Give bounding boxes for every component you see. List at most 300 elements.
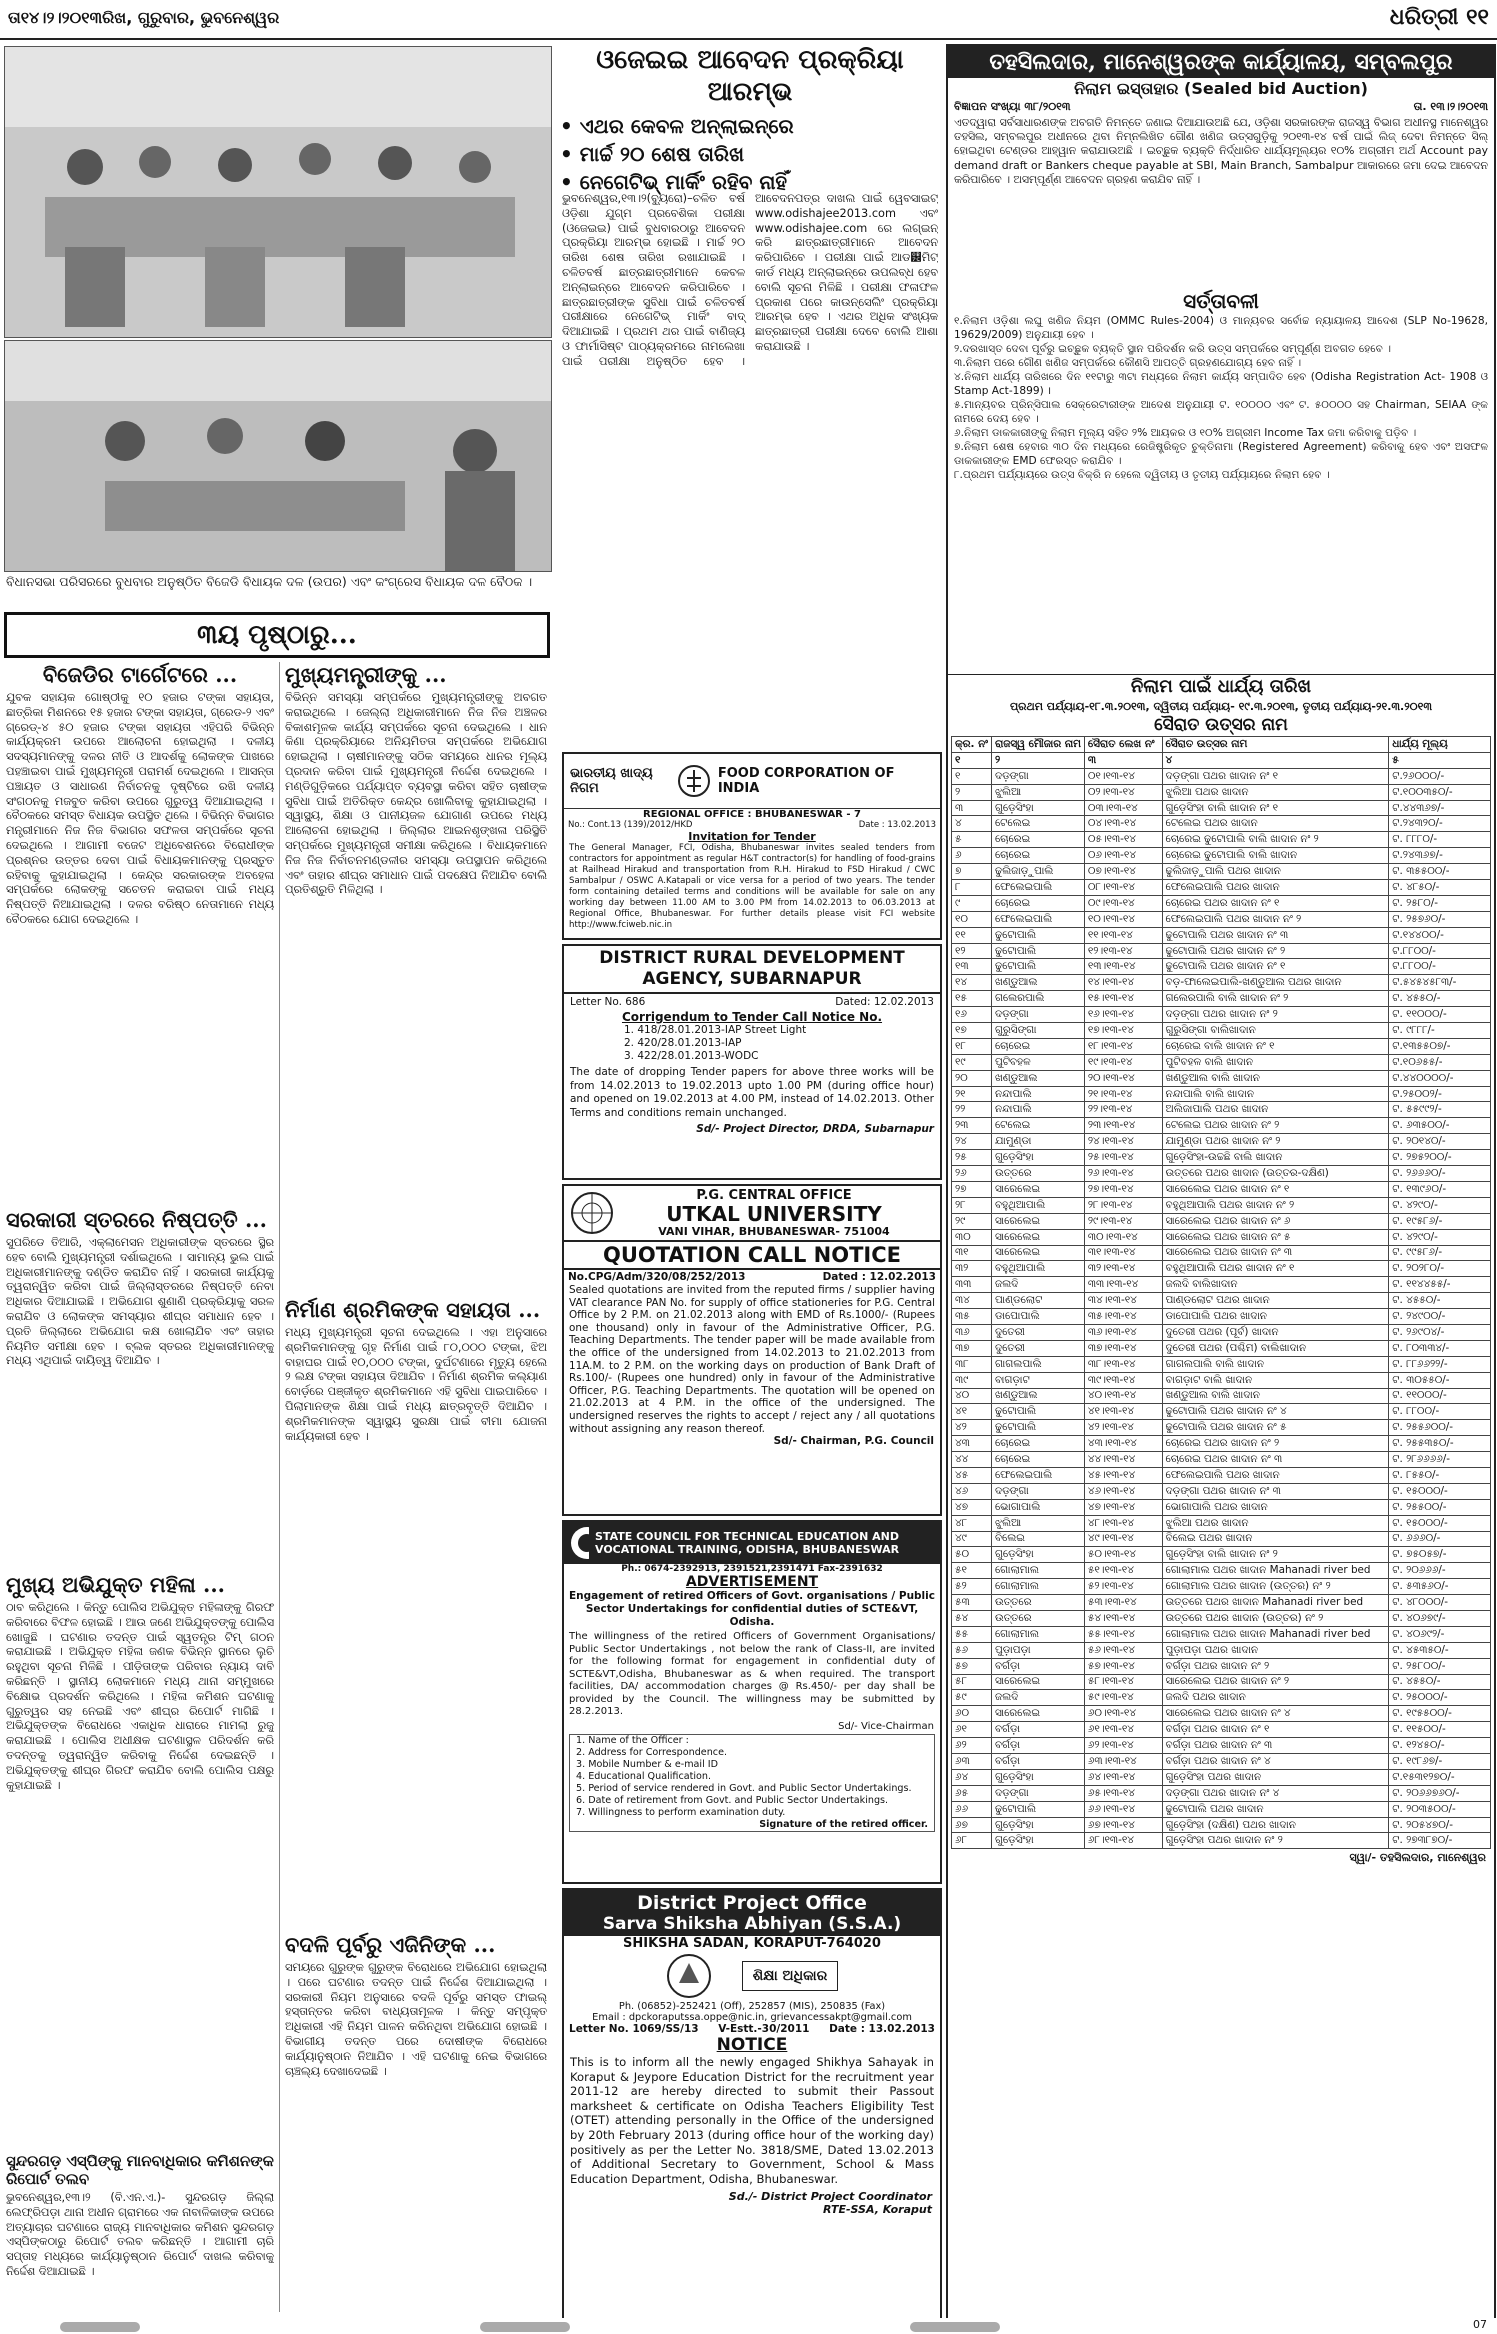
table-row	[952, 959, 1491, 975]
table-cell: ୬୫।୧୩-୧୪	[1084, 1785, 1162, 1801]
table-cell: ଟ. ୨୫୦୦୦/-	[1389, 1690, 1491, 1706]
table-cell: ଟେଲେଇ ପଥର ଖାଦାନ ନଂ ୨	[1162, 1118, 1389, 1134]
sctevt-title: ADVERTISEMENT	[685, 1574, 819, 1590]
table-cell: ଫେଲେଇପାଲି	[991, 1467, 1084, 1483]
table-cell: ଟ. ୪୦୬୯୨/-	[1389, 1626, 1491, 1642]
table-cell: ୩୫।୧୩-୧୪	[1084, 1309, 1162, 1325]
table-row	[952, 1833, 1491, 1849]
table-row	[952, 1420, 1491, 1436]
utkal-l1: P.G. CENTRAL OFFICE	[696, 1188, 852, 1203]
table-cell: ୨୫।୧୩-୧୪	[1084, 1150, 1162, 1166]
table-row	[952, 1738, 1491, 1754]
ssa-letter: Letter No. 1069/SS/13	[569, 2023, 699, 2035]
table-row	[952, 768, 1491, 784]
table-cell: ଗୁରୁସିଙ୍ଗା ବାଲିଖାଦାନ	[1162, 1023, 1389, 1039]
table-cell: ୫୩	[952, 1595, 992, 1611]
table-cell: ବିଲେଇ ପଥର ଖାଦାନ	[1162, 1531, 1389, 1547]
table-cell: ଢୁଟୋପାଲି	[991, 927, 1084, 943]
table-row	[952, 1642, 1491, 1658]
table-row	[952, 1054, 1491, 1070]
fci-ref: No.: Cont.13 (139)/2012/HKD	[568, 820, 693, 830]
drda-title: DISTRICT RURAL DEVELOPMENT AGENCY, SUBARNAPUR	[564, 946, 940, 994]
table-cell: ଟ. ୨୦୬୬୬/-	[1389, 1563, 1491, 1579]
table-cell: ଢୁଟୋପାଲି ପଥର ଖାଦାନ	[1162, 1801, 1389, 1817]
table-cell: ୦୮।୧୩-୧୪	[1084, 880, 1162, 896]
ssa-vest: V-Estt.-30/2011	[718, 2023, 810, 2035]
table-cell: ୨୭	[952, 1181, 992, 1197]
table-row	[952, 1690, 1491, 1706]
table-cell: ୩୫	[952, 1309, 992, 1325]
table-cell: ଚୋରେଇ ପଥର ଖାଦାନ ନଂ ୧	[1162, 895, 1389, 911]
table-cell: ଟ. ୧୧୦୦୦/-	[1389, 1007, 1491, 1023]
table-cell: ଡାପୋପାଲି	[991, 1309, 1084, 1325]
table-cell: ଟ. ୨୪୯୦୦/-	[1389, 1309, 1491, 1325]
table-cell: ଚୋରେଇ ପଥର ଖାଦାନ ନଂ ୩	[1162, 1452, 1389, 1468]
footer-bar	[60, 2322, 140, 2332]
table-row	[952, 848, 1491, 864]
table-cell: ଟ. ୨୭୩୮୭୦/-	[1389, 1833, 1491, 1849]
table-cell: ଟ. ୧୩୯୬୦/-	[1389, 1181, 1491, 1197]
table-cell: ଖଣ୍ଡୁଆଲ	[991, 975, 1084, 991]
ojee-bullets	[560, 112, 940, 196]
table-cell: ଗୁଡ଼େସିଂହା ପଥର ଖାଦାନ ନଂ ୨	[1162, 1833, 1389, 1849]
table-cell: ୪୮	[952, 1515, 992, 1531]
col-header: ସୈରାତ ଲେଖ ନଂ	[1084, 737, 1162, 753]
table-cell: ବଡ଼-ଫାଲେଇପାଲି-ଖଣ୍ଡୁଆଲ ପଥର ଖାଦାନ	[1162, 975, 1389, 991]
sctevt-sub: Engagement of retired Officers of Govt. organisations / Public Sector Undertakings for confidential duties of SCTE&VT, Odisha.	[569, 1590, 935, 1628]
table-cell: ୦୨।୧୩-୧୪	[1084, 784, 1162, 800]
table-cell: ୪୨।୧୩-୧୪	[1084, 1420, 1162, 1436]
page-header	[0, 0, 1497, 40]
table-cell: ୪୨	[952, 1420, 992, 1436]
table-cell: ପାଣ୍ଡଲୋଟ ପଥର ଖାଦାନ	[1162, 1293, 1389, 1309]
table-cell: ଟ. ୪୨୯୦/-	[1389, 1197, 1491, 1213]
table-cell: ଦଡ଼ଙ୍ଗା ପଥର ଖାଦାନ ନଂ ୧	[1162, 768, 1389, 784]
table-cell: ୩୮	[952, 1356, 992, 1372]
table-cell: ୧୦	[952, 911, 992, 927]
table-row	[952, 1769, 1491, 1785]
table-cell: ୫	[952, 832, 992, 848]
utkal-title: QUOTATION CALL NOTICE	[564, 1240, 940, 1270]
table-cell: ଟେଲେଇ	[991, 816, 1084, 832]
table-cell: ଟ. ୪୮୦୦୦/-	[1389, 1595, 1491, 1611]
col-header: ଧାର୍ଯ୍ୟ ମୂଲ୍ୟ	[1389, 737, 1491, 753]
table-cell: ବର୍ଗଡ଼ା	[991, 1722, 1084, 1738]
table-cell: ବର୍ଗଡ଼ା	[991, 1754, 1084, 1770]
auction-table	[951, 736, 1491, 1849]
table-cell: ୧୬।୧୩-୧୪	[1084, 1007, 1162, 1023]
table-cell: ଦୁତେରୀ ପଥର (ପଶ୍ଚିମ) ବାଲିଖାଦାନ	[1162, 1340, 1389, 1356]
table-cell: ଉତ୍ତରେ ପଥର ଖାଦାନ (ଉତ୍ତର) ନଂ ୨	[1162, 1610, 1389, 1626]
table-cell: ଟେଲେଇ	[991, 1118, 1084, 1134]
table-row	[952, 1595, 1491, 1611]
table-cell: ଭୋଗାପାଲି ପଥର ଖାଦାନ	[1162, 1499, 1389, 1515]
table-cell: ୨୦।୧୩-୧୪	[1084, 1070, 1162, 1086]
table-cell: ଟ. ୪୫୩୫୦/-	[1389, 1642, 1491, 1658]
table-row	[952, 1007, 1491, 1023]
col-number: ୧	[952, 752, 992, 768]
drda-date: Dated: 12.02.2013	[835, 996, 934, 1008]
article-title: ମୁଖ୍ୟ ଅଭିଯୁକ୍ତ ମହିଳା ...	[6, 1572, 225, 1597]
table-cell: ୪୬	[952, 1483, 992, 1499]
table-row	[952, 1452, 1491, 1468]
table-cell: ଉତ୍ତରେ ପଥର ଖାଦାନ (ଉତ୍ତର-ଦକ୍ଷିଣ)	[1162, 1166, 1389, 1182]
table-cell: ଟ. ୨୫୮୦୦/-	[1389, 1658, 1491, 1674]
page-footer	[0, 2318, 1497, 2334]
table-cell: ୧୩	[952, 959, 992, 975]
ojee-body: ଭୁବନେଶ୍ୱର,୧୩।୨(ବ୍ୟୁରୋ)–ଚଳିତ ବର୍ଷ ଓଡ଼ିଶା ଯୁଗ୍ମ ପ୍ରବେଶିକା ପରୀକ୍ଷା (ଓଜେଇଇ) ପାଇଁ ବୁଧବାରଠାରୁ ଆବେଦନ ପ୍ରକ୍ରିୟା ଆରମ୍ଭ ହୋଇଛି । ମାର୍ଚ୍ଚ ୨୦ ତାରିଖ ଶେଷ ତାରିଖ ରଖାଯାଇଛି । ଚଳିତବର୍ଷ ଛାତ୍ରଛାତ୍ରୀମାନେ କେବଳ ଅନ୍‌ଲାଇନ୍‌ରେ ଆବେଦନ କରିପାରିବେ । ଛାତ୍ରଛାତ୍ରୀଙ୍କ ସୁବିଧା ପାଇଁ ଚଳିତବର୍ଷ ପରୀକ୍ଷାରେ ନେଗେଟିଭ୍ ମାର୍କିଂ ବାଦ୍ ଦିଆଯାଇଛି । ପ୍ରଥମ ଥର ପାଇଁ ବାଣିଜ୍ୟ ଓ ଫାର୍ମାସିଷ୍ଟ ପାଠ୍ୟକ୍ରମରେ ନାମଲେଖା ପାଇଁ ପରୀକ୍ଷା ଅନୁଷ୍ଠିତ ହେବ । ଆବେଦନପତ୍ର ଦାଖଲ ପାଇଁ ୱେବସାଇଟ୍ www.odishajee2013.com ଏବଂ www.odishajee.com ରେ ଲଗ୍ଇନ୍ କରି ଛାତ୍ରଛାତ୍ରୀମାନେ ଆବେଦନ କରିପାରିବେ । ପରୀକ୍ଷା ପାଇଁ ଆଡ୼ମିଟ୍ କାର୍ଡ ମଧ୍ୟ ଅନ୍‌ଲାଇନ୍‌ରେ ଉପଲବ୍ଧ ହେବ ବୋଲି ସୂଚନା ମିଳିଛି । ପରୀକ୍ଷା ଫଳାଫଳ ପ୍ରକାଶ ପରେ କାଉନ୍‌ସେଲିଂ ପ୍ରକ୍ରିୟା ଆରମ୍ଭ ହେବ । ଏଥର ଅଧିକ ସଂଖ୍ୟକ ଛାତ୍ରଛାତ୍ରୀ ପରୀକ୍ଷା ଦେବେ ବୋଲି ଆଶା କରାଯାଉଛି ।	[562, 192, 938, 368]
table-cell: ଡାପୋପାଲି ପଥର ଖାଦାନ	[1162, 1309, 1389, 1325]
table-cell: ଗୁଡ଼େସିଂହା-ଉଚ୍ଚଛି ବାଲି ଖାଦାନ	[1162, 1150, 1389, 1166]
table-cell: ଗୁଡ଼େସିଂହା	[991, 1833, 1084, 1849]
table-cell: ପାଣ୍ଡଲୋଟ	[991, 1293, 1084, 1309]
table-cell: ୩୯।୧୩-୧୪	[1084, 1372, 1162, 1388]
article-body: ଠାବ କରିଥିଲେ । କିନ୍ତୁ ପୋଲିସ ଅଭିଯୁକ୍ତ ମହିଳାଙ୍କୁ ଗିରଫ କରିବାରେ ବିଫଳ ହୋଇଛି । ଆଉ ଜଣେ ଅଭିଯୁକ୍ତଙ୍କୁ ପୋଲିସ ଖୋଜୁଛି । ଘଟଣାର ତଦନ୍ତ ପାଇଁ ସ୍ୱତନ୍ତ୍ର ଟିମ୍ ଗଠନ କରାଯାଇଛି । ଅଭିଯୁକ୍ତ ମହିଳା ଜଣକ ବିଭିନ୍ନ ସ୍ଥାନରେ ଲୁଚି ରହୁଥିବା ସୂଚନା ମିଳିଛି । ପୀଡ଼ିତାଙ୍କ ପରିବାର ନ୍ୟାୟ ଦାବି କରିଛନ୍ତି । ସ୍ଥାନୀୟ ଲୋକମାନେ ମଧ୍ୟ ଥାନା ସମ୍ମୁଖରେ ବିକ୍ଷୋଭ ପ୍ରଦର୍ଶନ କରିଥିଲେ । ମହିଳା କମିଶନ ଘଟଣାକୁ ଗୁରୁତ୍ୱର ସହ ନେଇଛି ଏବଂ ଶୀଘ୍ର ରିପୋର୍ଟ ମାଗିଛି । ଅଭିଯୁକ୍ତଙ୍କ ବିରୋଧରେ ଏକାଧିକ ଧାରାରେ ମାମଲା ରୁଜୁ କରାଯାଇଛି । ପୋଲିସ ଅଧୀକ୍ଷକ ଘଟଣାସ୍ଥଳ ପରିଦର୍ଶନ କରି ତଦନ୍ତକୁ ତ୍ୱରାନ୍ୱିତ କରିବାକୁ ନିର୍ଦ୍ଦେଶ ଦେଇଛନ୍ତି । ଅଭିଯୁକ୍ତଙ୍କୁ ଶୀଘ୍ର ଗିରଫ କରାଯିବ ବୋଲି ପୋଲିସ ପକ୍ଷରୁ କୁହାଯାଇଛି ।	[6, 1601, 274, 1792]
table-cell: ଟ. ୧୧୫୦୦/-	[1389, 1722, 1491, 1738]
table-cell: ଗୋଲାମାଲ	[991, 1579, 1084, 1595]
table-cell: ଟ.୧୪୪୦୦/-	[1389, 927, 1491, 943]
table-cell: ୬୮	[952, 1833, 992, 1849]
table-row	[952, 895, 1491, 911]
article-title: ମୁଖ୍ୟମନ୍ତ୍ରୀଙ୍କୁ ...	[285, 662, 447, 687]
table-cell: ଗୁଡ଼େସିଂହା ପଥର ଖାଦାନ	[1162, 1769, 1389, 1785]
form-footer: Signature of the retired officer.	[759, 1818, 928, 1830]
table-cell: ୫୭	[952, 1658, 992, 1674]
sctevt-signature: Sd/- Vice-Chairman	[838, 1720, 934, 1732]
table-cell: ଝୁଲିଆ ପଥର ଖାଦାନ	[1162, 1515, 1389, 1531]
table-cell: ଢୁଟୋପାଲି ପଥର ଖାଦାନ ନଂ ୫	[1162, 1420, 1389, 1436]
table-cell: ଚୋରେଇ	[991, 895, 1084, 911]
table-row	[952, 1197, 1491, 1213]
table-cell: ୪୫।୧୩-୧୪	[1084, 1467, 1162, 1483]
table-cell: ୨୦	[952, 1070, 992, 1086]
ssa-l3: SHIKSHA SADAN, KORAPUT-764020	[623, 1936, 881, 1951]
table-cell: ୪୫	[952, 1467, 992, 1483]
fci-tender-ad	[562, 752, 942, 940]
table-cell: ୨୫	[952, 1150, 992, 1166]
table-cell: ଦଡ଼ଙ୍ଗା	[991, 1483, 1084, 1499]
table-cell: ଟ. ୪୫୫୦/-	[1389, 1674, 1491, 1690]
table-cell: ୫୧	[952, 1563, 992, 1579]
table-cell: ଝୁଲିଆ	[991, 784, 1084, 800]
continued-from-page3: ୩ୟ ପୃଷ୍ଠାରୁ...	[4, 612, 550, 658]
utkal-logo-icon	[570, 1191, 614, 1235]
table-cell: ୬୦।୧୩-୧୪	[1084, 1706, 1162, 1722]
table-cell: ୩୨।୧୩-୧୪	[1084, 1261, 1162, 1277]
terms-title: ସର୍ତ୍ତାବଳୀ	[1183, 289, 1259, 313]
page-number: 07	[1473, 2318, 1487, 2331]
table-cell: ଟ. ୮୫୫୦/-	[1389, 1467, 1491, 1483]
table-title: ସୈରାତ ଉତ୍ସର ନାମ	[1154, 715, 1288, 735]
table-cell: ୫୮।୧୩-୧୪	[1084, 1674, 1162, 1690]
footer-bar	[480, 2322, 570, 2332]
table-cell: ଖଣ୍ଡୁଆଲ ବାଲି ଖାଦାନ	[1162, 1388, 1389, 1404]
table-cell: ଫେଲେଇପାଲି	[991, 880, 1084, 896]
tahasildar-auction-notice	[946, 44, 1496, 2320]
table-cell: ଗୁଡ଼େସିଂହା ବାଲି ଖାଦାନ ନଂ ୨	[1162, 1547, 1389, 1563]
table-cell: ଢୁଟୋପାଲି	[991, 943, 1084, 959]
table-row	[952, 1309, 1491, 1325]
article-body: ବିଭିନ୍ନ ସମସ୍ୟା ସମ୍ପର୍କରେ ମୁଖ୍ୟମନ୍ତ୍ରୀଙ୍କୁ ଅବଗତ କରାଇଥିଲେ । ଜେଲ୍ଲା ଅଧିକାରୀମାନେ ନିଜ ନିଜ ଅଞ୍ଚଳର ବିକାଶମୂଳକ କାର୍ଯ୍ୟ ସମ୍ପର୍କରେ ସୂଚନା ଦେଇଥିଲେ । ଧାନ କିଣା ପ୍ରକ୍ରିୟାରେ ଅନିୟମିତତା ସମ୍ପର୍କରେ ଅଭିଯୋଗ ହୋଇଥିଲା । ଚାଷୀମାନଙ୍କୁ ସଠିକ ସମୟରେ ଧାନର ମୂଲ୍ୟ ପ୍ରଦାନ କରିବା ପାଇଁ ମୁଖ୍ୟମନ୍ତ୍ରୀ ନିର୍ଦ୍ଦେଶ ଦେଇଥିଲେ । ମଣ୍ଡିଗୁଡ଼ିକରେ ପର୍ଯ୍ୟାପ୍ତ ବ୍ୟବସ୍ଥା କରିବା ସହିତ ଚାଷୀଙ୍କ ସୁବିଧା ପାଇଁ ଅତିରିକ୍ତ କେନ୍ଦ୍ର ଖୋଲିବାକୁ କୁହାଯାଇଥିଲା । ସ୍ୱାସ୍ଥ୍ୟ, ଶିକ୍ଷା ଓ ପାନୀୟଜଳ ଯୋଗାଣ ଉପରେ ମଧ୍ୟ ଆଲୋଚନା ହୋଇଥିଲା । ଜିଲ୍ଲାର ଆଇନଶୃଙ୍ଖଳା ପରିସ୍ଥିତି ସମ୍ପର୍କରେ ମୁଖ୍ୟମନ୍ତ୍ରୀ ସମୀକ୍ଷା କରିଥିଲେ । ବିଧାୟକମାନେ ନିଜ ନିଜ ନିର୍ବାଚନମଣ୍ଡଳୀର ସମସ୍ୟା ଉପସ୍ଥାପନ କରିଥିଲେ ଏବଂ ତାହାର ଶୀଘ୍ର ସମାଧାନ ପାଇଁ ପଦକ୍ଷେପ ନିଆଯିବ ବୋଲି ପ୍ରତିଶ୍ରୁତି ମିଳିଥିଲା ।	[285, 691, 547, 897]
table-cell: ବହୁଥିଆପାଲି	[991, 1261, 1084, 1277]
middle-column	[285, 662, 547, 2312]
table-row	[952, 1150, 1491, 1166]
term-item: ୮.ପ୍ରଥମ ପର୍ଯ୍ୟାୟରେ ଉତ୍ସ ବିକ୍ରି ନ ହେଲେ ଦ୍ୱିତୀୟ ଓ ତୃତୀୟ ପର୍ଯ୍ୟାୟରେ ନିଲାମ ହେବ ।	[954, 469, 1330, 481]
table-cell: ଚୋରେଇ	[991, 848, 1084, 864]
table-cell: ୪୩।୧୩-୧୪	[1084, 1436, 1162, 1452]
table-row	[952, 1499, 1491, 1515]
table-cell: ୨୬	[952, 1166, 992, 1182]
table-cell: ୩	[952, 800, 992, 816]
table-cell: ଢୁଟୋପାଲି	[991, 1404, 1084, 1420]
table-row	[952, 1436, 1491, 1452]
table-cell: ଖଣ୍ଡୁଆଲ	[991, 1070, 1084, 1086]
table-cell: ନନ୍ଦାପାଲି	[991, 1102, 1084, 1118]
table-cell: ବର୍ଗଡ଼ା ପଥର ଖାଦାନ ନଂ ୧	[1162, 1722, 1389, 1738]
dates-title: ନିଲାମ ପାଇଁ ଧାର୍ଯ୍ୟ ତାରିଖ	[948, 674, 1494, 699]
table-cell: ୩୨	[952, 1261, 992, 1277]
table-row	[952, 1531, 1491, 1547]
table-cell: ଟ.୨୬୦୦୦/-	[1389, 768, 1491, 784]
tahasildar-intro: ଏତଦ୍ୱାରା ସର୍ବସାଧାରଣଙ୍କ ଅବଗତି ନିମନ୍ତେ ଜଣାଇ ଦିଆଯାଉଅଛି ଯେ, ଓଡ଼ିଶା ସରକାରଙ୍କ ରାଜସ୍ୱ ବିଭାଗ ଅଧୀନସ୍ଥ ମାନେଶ୍ୱର ତହସିଲ, ସମ୍ବଲପୁର ଅଧୀନରେ ଥିବା ନିମ୍ନଲିଖିତ ଗୌଣ ଖଣିଜ ଉତ୍ସଗୁଡ଼ିକୁ ୨୦୧୩-୧୪ ବର୍ଷ ପାଇଁ ଲିଜ୍ ଦେବା ନିମନ୍ତେ ସିଲ୍ ହୋଇଥିବା ଟେଣ୍ଡର ଆହ୍ୱାନ କରାଯାଉଅଛି । ଇଚ୍ଛୁକ ବ୍ୟକ୍ତି ନିର୍ଦ୍ଧାରିତ ଧାର୍ଯ୍ୟମୂଲ୍ୟର ୧୦% ଅଗ୍ରୀମ ଅର୍ଥ Account pay demand draft or Bankers cheque payable at SBI, Main Branch, Sambalpur ଆକାରରେ ଜମା ଦେଇ ଆବେଦନ କରିପାରିବେ । ଅସମ୍ପୂର୍ଣ୍ଣ ଆବେଦନ ଗ୍ରହଣ କରାଯିବ ନାହିଁ ।	[954, 116, 1488, 186]
table-cell: ୬୧	[952, 1722, 992, 1738]
table-cell: ୨୬।୧୩-୧୪	[1084, 1166, 1162, 1182]
table-cell: ନନ୍ଦାପାଲି	[991, 1086, 1084, 1102]
table-cell: ଟ. ୫୩୫୬୦/-	[1389, 1579, 1491, 1595]
table-cell: ୫୨	[952, 1579, 992, 1595]
table-cell: ୩୭	[952, 1340, 992, 1356]
table-cell: ୬୪	[952, 1769, 992, 1785]
table-cell: ପୁଟିବହଳ	[991, 1054, 1084, 1070]
table-cell: ୨	[952, 784, 992, 800]
table-cell: ଟ. ୮୮୬୬୨୨/-	[1389, 1356, 1491, 1372]
table-cell: ଗୋଲାମାଲ ପଥର ଖାଦାନ (ଉତ୍ତର) ନଂ ୨	[1162, 1579, 1389, 1595]
table-row	[952, 1754, 1491, 1770]
ssa-title: NOTICE	[716, 2035, 788, 2055]
table-row	[952, 816, 1491, 832]
article-body: ଭୁବନେଶ୍ୱର,୧୩।୨ (ବି.ଏନ.ଏ.)- ସୁନ୍ଦରଗଡ଼ ଜିଲ୍ଲା ଲେଫ୍ରିପଡ଼ା ଥାନା ଅଧୀନ ଗ୍ରାମରେ ଏକ ନାବାଳିକାଙ୍କ ଉପରେ ଅତ୍ୟାଚାର ଘଟଣାରେ ରାଜ୍ୟ ମାନବାଧିକାର କମିଶନ ସୁନ୍ଦରଗଡ଼ ଏସ୍‌ପିଙ୍କଠାରୁ ରିପୋର୍ଟ ତଲବ କରିଛନ୍ତି । ଆଗାମୀ ଚାରି ସପ୍ତାହ ମଧ୍ୟରେ କାର୍ଯ୍ୟାନୁଷ୍ଠାନ ରିପୋର୍ଟ ଦାଖଲ କରିବାକୁ ନିର୍ଦ୍ଦେଶ ଦିଆଯାଇଛି ।	[6, 2191, 274, 2278]
table-cell: ୨୯	[952, 1213, 992, 1229]
form-item: 5. Period of service rendered in Govt. and Public Sector Undertakings.	[576, 1782, 912, 1794]
ssa-notice-ad	[562, 1888, 942, 2320]
tahasildar-headline: ତହସିଲଦାର, ମାନେଶ୍ୱରଙ୍କ କାର୍ଯ୍ୟାଳୟ, ସମ୍ବଲପୁର	[948, 46, 1494, 78]
term-item: ୨.ଦରଖାସ୍ତ ଦେବା ପୂର୍ବରୁ ଇଚ୍ଛୁକ ବ୍ୟକ୍ତି ସ୍ଥାନ ପରିଦର୍ଶନ କରି ଉତ୍ସ ସମ୍ପର୍କରେ ସମ୍ପୂର୍ଣ୍ଣ ଅବଗତ ହେବେ ।	[954, 343, 1391, 355]
table-cell: ସାରେଲେଇ	[991, 1213, 1084, 1229]
table-cell: ଢୁଟୋପାଲି	[991, 959, 1084, 975]
table-row	[952, 1547, 1491, 1563]
table-cell: ୦୫।୧୩-୧୪	[1084, 832, 1162, 848]
table-cell: ବାଗଡ଼ାଟ ବାଲି ଖାଦାନ	[1162, 1372, 1389, 1388]
table-cell: ଢୁଟୋପାଲି ପଥର ଖାଦାନ ନଂ ୧	[1162, 959, 1389, 975]
tahasildar-date: ତା. ୧୩।୨।୨୦୧୩	[1413, 100, 1488, 113]
table-cell: ୬୭	[952, 1817, 992, 1833]
table-cell: ୩୬	[952, 1324, 992, 1340]
auction-table-wrap	[948, 736, 1494, 1849]
table-cell: ୪୪।୧୩-୧୪	[1084, 1452, 1162, 1468]
table-cell: ଜଲଦି	[991, 1690, 1084, 1706]
table-cell: ଟ.୧୦୦୩୫୦/-	[1389, 784, 1491, 800]
table-cell: ୧୯।୧୩-୧୪	[1084, 1054, 1162, 1070]
photo-bjd-meeting	[4, 46, 552, 338]
table-cell: ଚୋରେଇ ବାଲି ଖାଦାନ ନଂ ୧	[1162, 1038, 1389, 1054]
table-cell: ୪	[952, 816, 992, 832]
terms-list	[948, 314, 1494, 674]
table-cell: ଟ.୧୦୬୫୫/-	[1389, 1054, 1491, 1070]
article-title: ସୁନ୍ଦରଗଡ଼ ଏସ୍‌ପିଙ୍କୁ ମାନବାଧିକାର କମିଶନଙ୍କ ରିପୋର୍ଟ ତଲବ	[6, 2152, 274, 2188]
table-cell: ଢୁଲିଜାଡ଼ୁପାଲି ପଥର ଖାଦାନ	[1162, 864, 1389, 880]
form-item: 3. Mobile Number & e-mail ID	[576, 1758, 719, 1770]
table-row	[952, 943, 1491, 959]
table-cell: ଢୁଟୋପାଲି ପଥର ଖାଦାନ ନଂ ୪	[1162, 1404, 1389, 1420]
table-cell: ଚୋରେଇ ଢୁଟୋପାଲି ବାଲି ଖାଦାନ	[1162, 848, 1389, 864]
table-cell: ୨୭।୧୩-୧୪	[1084, 1181, 1162, 1197]
form-item: 4. Educational Qualification.	[576, 1770, 712, 1782]
ssa-sig2: RTE-SSA, Koraput	[822, 2203, 932, 2217]
table-row	[952, 927, 1491, 943]
table-cell: ବର୍ଗଡ଼ା	[991, 1658, 1084, 1674]
footer-bar	[910, 2322, 1000, 2332]
table-cell: ଫେଲେଇପାଲି ପଥର ଖାଦାନ ନଂ ୨	[1162, 911, 1389, 927]
table-row	[952, 800, 1491, 816]
table-cell: ୨୩	[952, 1118, 992, 1134]
table-cell: ୬୮।୧୩-୧୪	[1084, 1833, 1162, 1849]
table-cell: ୪୯	[952, 1531, 992, 1547]
table-cell: ସାରେଲେଇ ପଥର ଖାଦାନ ନଂ ୨	[1162, 1674, 1389, 1690]
table-cell: ୬୫	[952, 1785, 992, 1801]
table-cell: ଟ. ୭୫୦୫୭/-	[1389, 1547, 1491, 1563]
article-body: ସୁପରିଡେ ତିଆରି, ଏକ୍‌ଲାମେସନ ଅଧିକାରୀଙ୍କ ସ୍ତରରେ ସ୍ଥିର ହେବ ବୋଲି ମୁଖ୍ୟମନ୍ତ୍ରୀ ଦର୍ଶାଇଥିଲେ । ସାମାନ୍ୟ ଭୁଲ ପାଇଁ ଅଧିକାରୀମାନଙ୍କୁ ଦଣ୍ଡିତ କରାଯିବ ନାହିଁ । ସରକାରୀ କାର୍ଯ୍ୟକୁ ତ୍ୱରାନ୍ୱିତ କରିବା ପାଇଁ ଜିଲ୍ଲାସ୍ତରରେ ନିଷ୍ପତ୍ତି ନେବା ଅଧିକାର ଦିଆଯାଇଛି । ଅଭିଯୋଗ ଶୁଣାଣି ପ୍ରକ୍ରିୟାକୁ ସରଳ କରାଯିବ ଓ ଲୋକଙ୍କ ସମସ୍ୟାର ଶୀଘ୍ର ସମାଧାନ ହେବ । ପ୍ରତି ଜିଲ୍ଲାରେ ଅଭିଯୋଗ କକ୍ଷ ଖୋଲାଯିବ ଏବଂ ତାହାର ନିୟମିତ ସମୀକ୍ଷା ହେବ । ବ୍ଲକ ସ୍ତରର ଅଧିକାରୀମାନଙ୍କୁ ମଧ୍ୟ ଏଥିପାଇଁ ଦାୟିତ୍ୱ ଦିଆଯିବ ।	[6, 1236, 274, 1368]
drda-item: 1. 418/28.01.2013-IAP Street Light	[624, 1024, 807, 1036]
table-cell: ଝୁଲିଆ ପଥର ଖାଦାନ	[1162, 784, 1389, 800]
table-row	[952, 1023, 1491, 1039]
table-cell: ୨୨	[952, 1102, 992, 1118]
table-cell: ୪୧	[952, 1404, 992, 1420]
table-cell: ୨୪	[952, 1134, 992, 1150]
table-cell: ପୁଡ଼ାପଡ଼ା ପଥର ଖାଦାନ	[1162, 1642, 1389, 1658]
table-cell: ସାରେଲେଇ ପଥର ଖାଦାନ ନଂ ୪	[1162, 1706, 1389, 1722]
table-cell: ୪୦।୧୩-୧୪	[1084, 1388, 1162, 1404]
table-cell: ଫେଲେଇପାଲି	[991, 911, 1084, 927]
table-cell: ଢୁଲିଜାଡ଼ୁପାଲି	[991, 864, 1084, 880]
table-row	[952, 1785, 1491, 1801]
table-cell: ୫୬।୧୩-୧୪	[1084, 1642, 1162, 1658]
table-cell: ଜଲଦି ପଥର ଖାଦାନ	[1162, 1690, 1389, 1706]
table-cell: ଟ. ୨୦୬୬୭୬୦/-	[1389, 1785, 1491, 1801]
table-row	[952, 1261, 1491, 1277]
table-cell: ଢୁଟୋପାଲି ପଥର ଖାଦାନ ନଂ ୩	[1162, 927, 1389, 943]
table-colnum-row	[952, 752, 1491, 768]
table-row	[952, 1277, 1491, 1293]
fci-date: Date : 13.02.2013	[858, 820, 936, 830]
table-cell: ୬୨	[952, 1738, 992, 1754]
newspaper-brand: ଧରିତ୍ରୀ ୧୧	[1389, 4, 1489, 30]
table-cell: ୧୦।୧୩-୧୪	[1084, 911, 1162, 927]
table-cell: ଟ. ୨୦୫୪୭୦/-	[1389, 1817, 1491, 1833]
table-cell: ଜଲଦି	[991, 1277, 1084, 1293]
table-cell: ଗଲେରପାଲି	[991, 991, 1084, 1007]
table-cell: ଫେଲେଇପାଲି ପଥର ଖାଦାନ	[1162, 880, 1389, 896]
table-cell: ୨୯।୧୩-୧୪	[1084, 1213, 1162, 1229]
table-cell: ୧୮	[952, 1038, 992, 1054]
table-cell: ୪୪	[952, 1452, 992, 1468]
table-cell: ୩୪।୧୩-୧୪	[1084, 1293, 1162, 1309]
table-cell: ଟ. ୨୫୭୬୦/-	[1389, 911, 1491, 927]
table-cell: ଜଲଦି ବାଲିଖାଦାନ	[1162, 1277, 1389, 1293]
table-cell: ୦୬।୧୩-୧୪	[1084, 848, 1162, 864]
ojee-headline: ଓଜେଇଇ ଆବେଦନ ପ୍ରକ୍ରିୟା ଆରମ୍ଭ	[596, 45, 904, 107]
table-row	[952, 1340, 1491, 1356]
table-row	[952, 1245, 1491, 1261]
table-cell: ଦଡ଼ଙ୍ଗା	[991, 768, 1084, 784]
table-cell: ଟ. ୨୬୬୬୦/-	[1389, 1166, 1491, 1182]
table-cell: ୫୦।୧୩-୧୪	[1084, 1547, 1162, 1563]
table-cell: ଟ. ୨୭୫୨୦୦/-	[1389, 1150, 1491, 1166]
table-cell: ୧୭।୧୩-୧୪	[1084, 1023, 1162, 1039]
table-cell: ଚୋରେଇ ପଥର ଖାଦାନ ନଂ ୨	[1162, 1436, 1389, 1452]
table-cell: ୫୬	[952, 1642, 992, 1658]
table-cell: ଗୋଲାମାଲ	[991, 1626, 1084, 1642]
table-cell: ଟ. ୧୧୦୦୦/-	[1389, 1388, 1491, 1404]
table-row	[952, 1563, 1491, 1579]
ojee-article	[560, 44, 940, 196]
table-cell: ସାରେଲେଇ ପଥର ଖାଦାନ ନଂ ୫	[1162, 1229, 1389, 1245]
table-cell: ଢୁଟୋପାଲି	[991, 1801, 1084, 1817]
table-cell: ୫୯	[952, 1690, 992, 1706]
col-number: ୪	[1162, 752, 1389, 768]
table-row	[952, 1658, 1491, 1674]
table-cell: ଫେଲେଇପାଲି ପଥର ଖାଦାନ	[1162, 1467, 1389, 1483]
tahasildar-signature: ସ୍ୱା/- ତହସିଲଦାର, ମାନେଶ୍ୱର	[1349, 1851, 1486, 1865]
table-row	[952, 1181, 1491, 1197]
table-cell: ଟ. ୨୫୫୩୫୦/-	[1389, 1436, 1491, 1452]
table-cell: ଗୋଲାମାଲ	[991, 1563, 1084, 1579]
table-cell: ୩୦	[952, 1229, 992, 1245]
table-cell: ୫୨।୧୩-୧୪	[1084, 1579, 1162, 1595]
table-cell: ୨୮	[952, 1197, 992, 1213]
col-number: ୩	[1084, 752, 1162, 768]
form-item: 7. Willingness to perform examination duty.	[576, 1806, 786, 1818]
table-cell: ଟ. ୨୬୯୦୪/-	[1389, 1324, 1491, 1340]
table-cell: ଟ. ୧୫୦୦୦/-	[1389, 1483, 1491, 1499]
table-row	[952, 1515, 1491, 1531]
table-cell: ବର୍ଗଡ଼ା	[991, 1738, 1084, 1754]
table-cell: ୧୯	[952, 1054, 992, 1070]
table-row	[952, 1801, 1491, 1817]
table-cell: ଗାଗଲପାଲି ବାଲି ଖାଦାନ	[1162, 1356, 1389, 1372]
table-cell: ୨୨।୧୩-୧୪	[1084, 1102, 1162, 1118]
table-cell: ୪୧।୧୩-୧୪	[1084, 1404, 1162, 1420]
table-cell: ୧୧।୧୩-୧୪	[1084, 927, 1162, 943]
table-cell: ୪୩	[952, 1436, 992, 1452]
article-title: ନିର୍ମାଣ ଶ୍ରମିକଙ୍କ ସହାୟତା ...	[285, 1297, 541, 1322]
table-cell: ୪୬।୧୩-୧୪	[1084, 1483, 1162, 1499]
table-cell: ୪୮।୧୩-୧୪	[1084, 1515, 1162, 1531]
table-cell: ଦୁତେରୀ	[991, 1340, 1084, 1356]
table-cell: ଢୁଟୋପାଲି	[991, 1420, 1084, 1436]
col-header: କ୍ର. ନଂ	[952, 737, 992, 753]
table-cell: ଟ. ୮୦୩୩୪/-	[1389, 1340, 1491, 1356]
table-row	[952, 911, 1491, 927]
table-cell: ୫୦	[952, 1547, 992, 1563]
table-cell: ଟ. ୪୮୫୦/-	[1389, 880, 1491, 896]
table-cell: ଗୁଡ଼େସିଂହା (ଦକ୍ଷିଣ) ପଥର ଖାଦାନ	[1162, 1817, 1389, 1833]
table-cell: ଟ. ୯୮୮୮/-	[1389, 1023, 1491, 1039]
ssa-l1: District Project Office	[637, 1892, 867, 1914]
table-cell: ଅଲିଜାପାଲି ପଥର ଖାଦାନ	[1162, 1102, 1389, 1118]
table-cell: ୧୫	[952, 991, 992, 1007]
table-row	[952, 1102, 1491, 1118]
table-cell: ଟ. ୪୫୫୦/-	[1389, 991, 1491, 1007]
